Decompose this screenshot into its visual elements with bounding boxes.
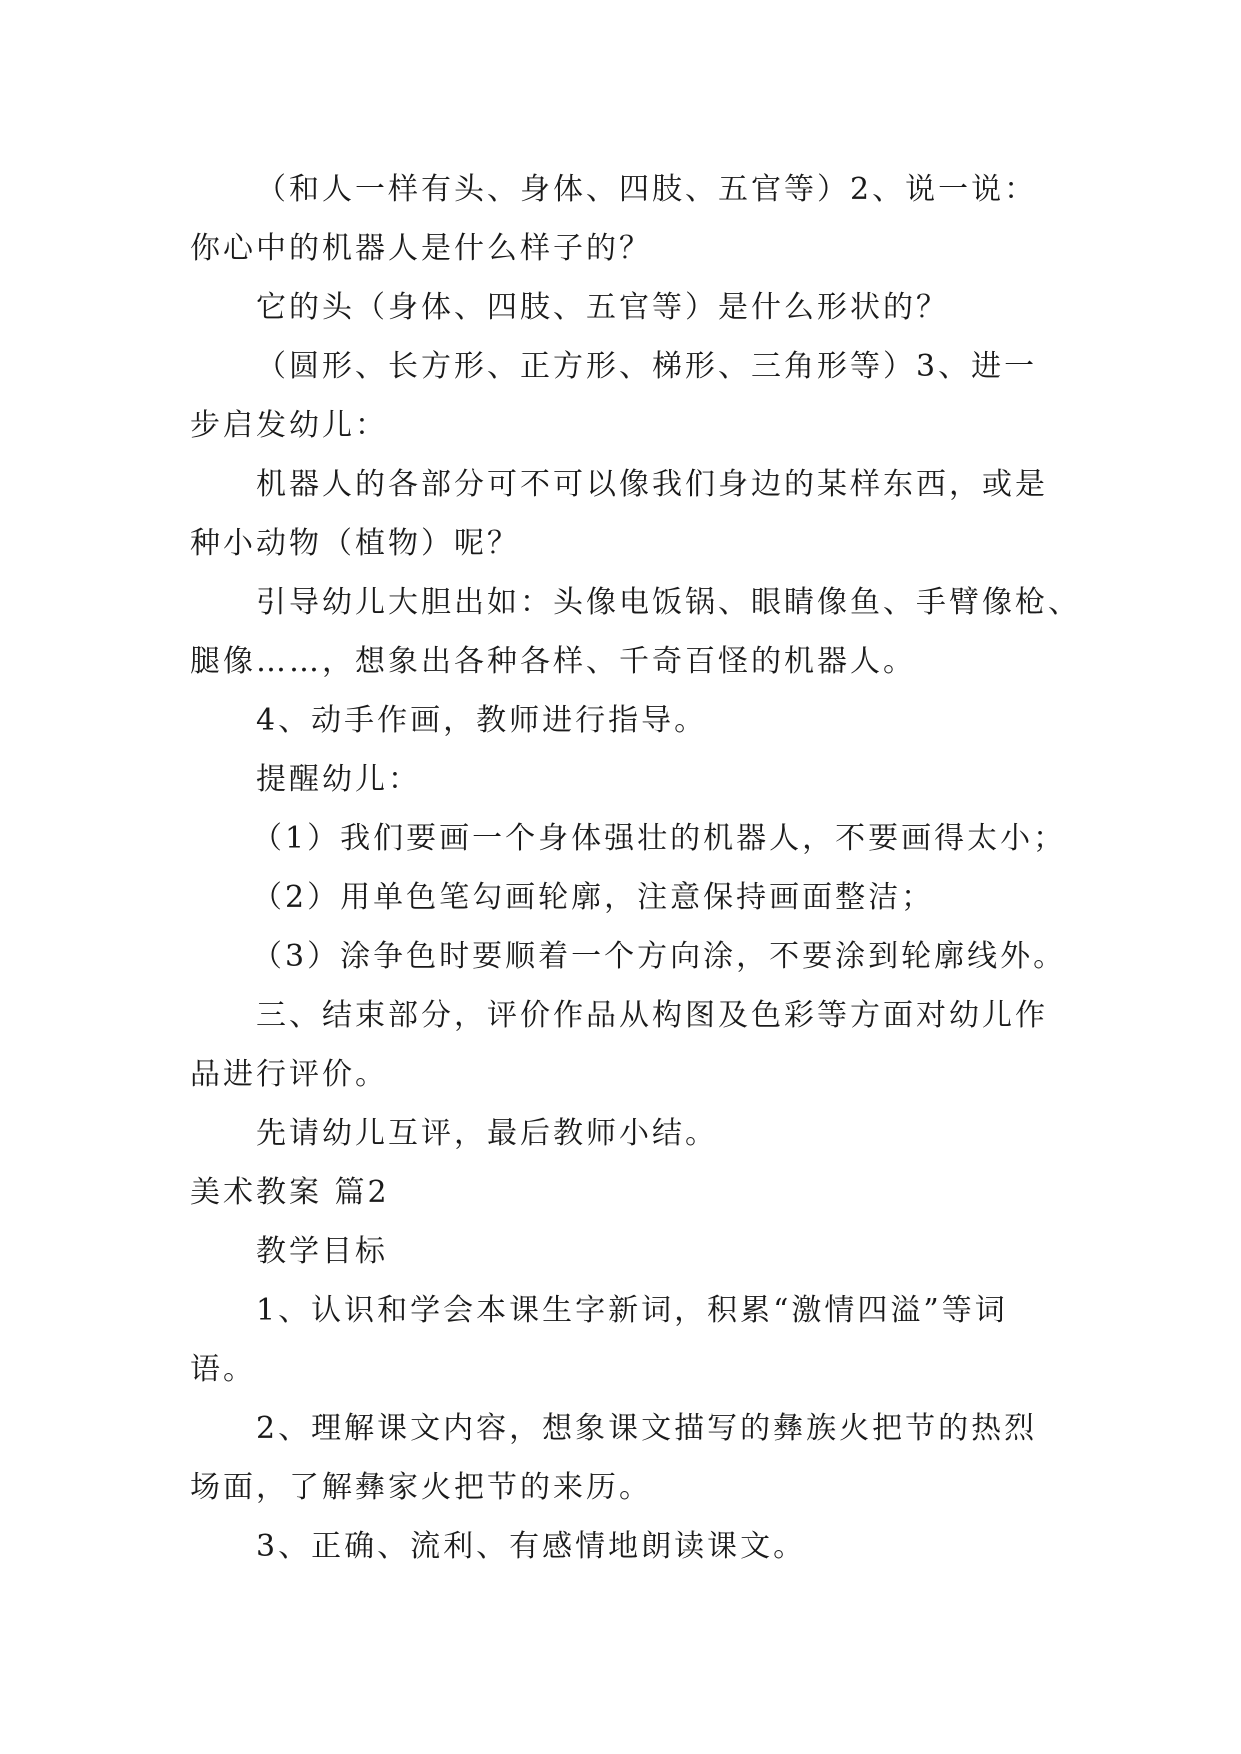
paragraph-line: 先请幼儿互评，最后教师小结。 xyxy=(256,1116,718,1151)
paragraph-line: 3、正确、流利、有感情地朗读课文。 xyxy=(256,1529,807,1564)
paragraph-line: 4、动手作画，教师进行指导。 xyxy=(256,703,708,738)
paragraph-line: 1、认识和学会本课生字新词，积累“激情四溢”等词 xyxy=(256,1293,1008,1328)
paragraph-line: 你心中的机器人是什么样子的？ xyxy=(190,231,652,266)
paragraph-line: （和人一样有头、身体、四肢、五官等）2、说一说： xyxy=(256,172,1038,207)
list-item: （2）用单色笔勾画轮廓，注意保持画面整洁； xyxy=(252,880,935,915)
section-heading: 美术教案 篇2 xyxy=(190,1175,390,1210)
paragraph-line: 引导幼儿大胆出如：头像电饭锅、眼睛像鱼、手臂像枪、 xyxy=(256,585,1081,620)
paragraph-line: 步启发幼儿： xyxy=(190,408,388,443)
list-item: （3）涂争色时要顺着一个方向涂，不要涂到轮廓线外。 xyxy=(252,939,1067,974)
paragraph-line: 提醒幼儿： xyxy=(256,762,421,797)
paragraph-line: 场面，了解彝家火把节的来历。 xyxy=(190,1470,652,1505)
paragraph-line: 它的头（身体、四肢、五官等）是什么形状的？ xyxy=(256,290,949,325)
paragraph-line: 机器人的各部分可不可以像我们身边的某样东西，或是 xyxy=(256,467,1048,502)
paragraph-line: 种小动物（植物）呢？ xyxy=(190,526,520,561)
paragraph-line: （圆形、长方形、正方形、梯形、三角形等）3、进一 xyxy=(256,349,1038,384)
subheading: 教学目标 xyxy=(256,1234,388,1269)
list-item: （1）我们要画一个身体强壮的机器人，不要画得太小； xyxy=(252,821,1067,856)
document-body xyxy=(190,160,1081,1576)
paragraph-line: 2、理解课文内容，想象课文描写的彝族火把节的热烈 xyxy=(256,1411,1038,1446)
paragraph-line: 三、结束部分，评价作品从构图及色彩等方面对幼儿作 xyxy=(256,998,1048,1033)
paragraph-line: 语。 xyxy=(190,1352,256,1387)
paragraph-line: 腿像……，想象出各种各样、千奇百怪的机器人。 xyxy=(190,644,916,679)
paragraph-line: 品进行评价。 xyxy=(190,1057,388,1092)
